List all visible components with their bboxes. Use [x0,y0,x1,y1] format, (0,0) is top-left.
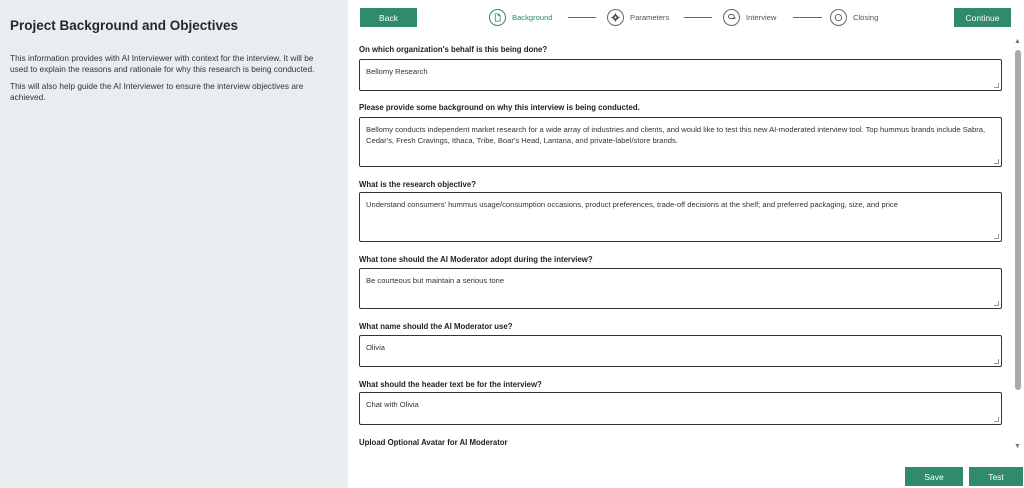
step-label: Parameters [630,13,670,22]
step-parameters[interactable] [607,8,669,27]
gear-icon [607,9,624,26]
question-background: Please provide some background on why this interview is being conducted. [359,103,640,112]
field-value: Be courteous but maintain a serious tone [366,276,505,285]
question-objective: What is the research objective? [359,180,476,189]
wizard-topbar [348,0,1024,36]
field-value: Understand consumers' hummus usage/consumption occasions, product preferences, trade-off decisions at the shelf; and preferred packaging, size, and price [366,200,898,209]
organization-field[interactable] [359,59,1002,91]
resize-handle[interactable] [994,359,999,364]
background-field[interactable] [359,117,1002,167]
field-value: Chat with Olivia [366,400,419,409]
circle-icon [830,9,847,26]
step-interview[interactable] [723,8,776,27]
page-title: Project Background and Objectives [10,18,239,33]
step-background[interactable] [489,8,553,27]
chat-icon [723,9,740,26]
background-form [359,36,1007,450]
tone-field[interactable] [359,268,1002,309]
step-label: Closing [853,13,879,22]
field-value: Olivia [366,343,385,352]
resize-handle[interactable] [994,83,999,88]
scroll-down-icon[interactable]: ▼ [1014,443,1021,450]
upload-avatar-label[interactable]: Upload Optional Avatar for AI Moderator [359,438,508,447]
resize-handle[interactable] [994,417,999,422]
sidebar-description-1: This information provides with AI Interviewer with context for the interview. It will be used to explain the reasons and rationale for why this research is being conducted. [10,53,315,74]
field-value: Bellomy conducts independent market research for a wide array of industries and clients, and would like to test this new AI-moderated interview tool. Top hummus brands include Sabra, Cedar's, Fresh Cravings, Ithaca, Tribe, Boar's Head, Lantana, and private-label/store brands. [366,125,986,145]
scroll-thumb[interactable] [1015,50,1021,390]
resize-handle[interactable] [994,301,999,306]
question-organization: On which organization's behalf is this being done? [359,45,548,54]
document-icon [489,9,506,26]
form-scrollbar[interactable] [1013,36,1023,450]
scroll-up-icon[interactable]: ▲ [1014,38,1021,45]
question-tone: What tone should the AI Moderator adopt during the interview? [359,255,593,264]
sidebar-description-2: This will also help guide the AI Interviewer to ensure the interview objectives are achieved. [10,81,304,102]
step-closing[interactable] [830,8,878,27]
field-value: Bellomy Research [366,67,428,76]
step-connector [568,17,596,18]
header-text-field[interactable] [359,392,1002,425]
resize-handle[interactable] [994,159,999,164]
question-header-text: What should the header text be for the interview? [359,380,542,389]
question-moderator-name: What name should the AI Moderator use? [359,322,513,331]
info-sidebar [0,0,348,488]
step-label: Interview [746,13,777,22]
step-label: Background [512,13,553,22]
back-button[interactable]: Back [360,8,417,27]
save-button[interactable]: Save [905,467,963,486]
objective-field[interactable] [359,192,1002,242]
main-panel [348,0,1024,488]
resize-handle[interactable] [994,234,999,239]
step-connector [684,17,712,18]
step-connector [793,17,822,18]
moderator-name-field[interactable] [359,335,1002,367]
continue-button[interactable]: Continue [954,8,1011,27]
test-button[interactable]: Test [969,467,1023,486]
